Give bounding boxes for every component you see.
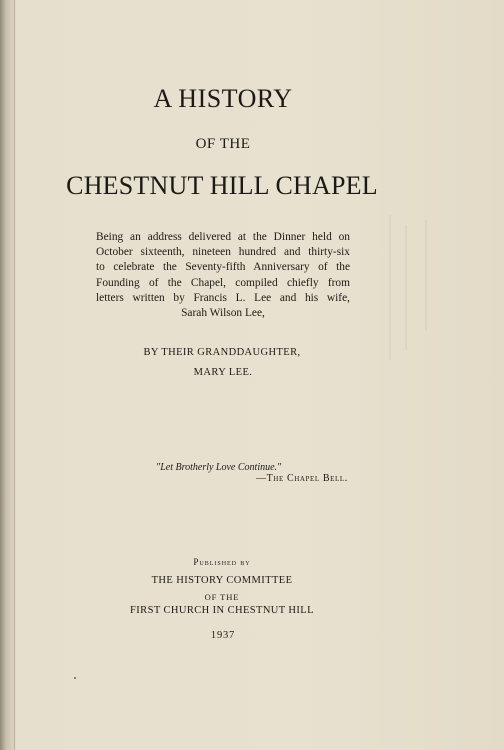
title-line-1: A HISTORY bbox=[153, 84, 293, 113]
author-name: MARY LEE. bbox=[193, 367, 253, 378]
description-line: Being an address delivered at the Dinner held on bbox=[96, 231, 350, 243]
imprint-of-the: OF THE bbox=[204, 592, 240, 602]
imprint-church: FIRST CHURCH IN CHESTNUT HILL bbox=[130, 605, 314, 616]
gutter-line bbox=[14, 0, 15, 750]
description-paragraph bbox=[96, 230, 350, 321]
description-line: Founding of the Chapel, compiled chiefly from bbox=[96, 276, 350, 289]
imprint-committee: THE HISTORY COMMITTEE bbox=[151, 575, 293, 586]
title-line-2: OF THE bbox=[195, 136, 251, 152]
description-line: October sixteenth, nineteen hundred and thirty-six bbox=[96, 246, 350, 259]
published-by: Published by bbox=[193, 557, 251, 567]
imprint-year: 1937 bbox=[210, 630, 236, 641]
description-line: letters written by Francis L. Lee and his wife, bbox=[96, 291, 350, 304]
description-line: to celebrate the Seventy-fifth Anniversary of the bbox=[96, 261, 350, 274]
epigraph-attribution: —The Chapel Bell. bbox=[256, 473, 348, 484]
binding-edge bbox=[0, 0, 14, 750]
epigraph-quote: "Let Brotherly Love Continue." bbox=[156, 462, 282, 473]
title-line-3: CHESTNUT HILL CHAPEL bbox=[66, 171, 378, 200]
library-stamp-icon bbox=[376, 210, 446, 370]
paper-speck bbox=[74, 677, 76, 679]
author-byline: BY THEIR GRANDDAUGHTER, bbox=[143, 347, 301, 358]
description-line: Sarah Wilson Lee, bbox=[181, 307, 265, 320]
